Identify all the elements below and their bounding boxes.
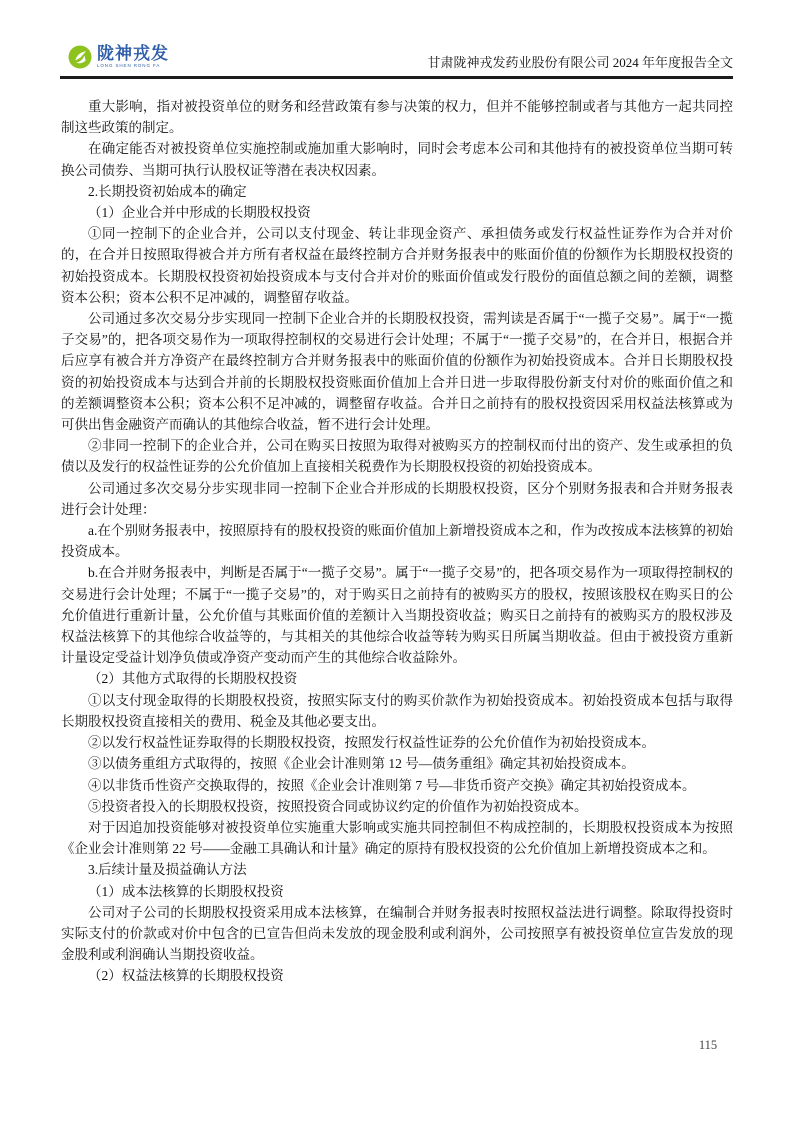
logo-name-en: LONG SHEN RONG FA	[97, 64, 161, 69]
paragraph: ②以发行权益性证券取得的长期股权投资，按照发行权益性证券的公允价值作为初始投资成本。	[88, 735, 655, 751]
logo-name-cn: 陇神戎发	[97, 44, 169, 63]
longshen-bird-icon	[68, 45, 92, 69]
paragraph: 公司通过多次交易分步实现非同一控制下企业合并形成的长期股权投资，区分个别财务报表和合并财务报表进行会计处理：	[61, 480, 733, 517]
paragraph: 对于因追加投资能够对被投资单位实施重大影响或实施共同控制但不构成控制的，长期股权投资成本为按照《企业会计准则第 22 号——金融工具确认和计量》确定的原持有股权投资的公允价值加上新增投资成本之和。	[61, 819, 733, 857]
section-heading: （1）企业合并中形成的长期股权投资	[88, 205, 311, 221]
paragraph: ⑤投资者投入的长期股权投资，按照投资合同或协议约定的价值作为初始投资成本。	[88, 798, 588, 814]
paragraph: 重大影响，指对被投资单位的财务和经营政策有参与决策的权力，但并不能够控制或者与其他方一起共同控制这些政策的制定。	[61, 99, 733, 136]
section-heading: 2.长期投资初始成本的确定	[88, 183, 247, 199]
company-logo	[68, 45, 181, 70]
paragraph: ③以债务重组方式取得的，按照《企业会计准则第 12 号—债务重组》确定其初始投资成本。	[88, 756, 635, 772]
section-heading: 3.后续计量及损益确认方法	[88, 862, 247, 878]
document-body	[61, 96, 733, 987]
section-heading: （1）成本法核算的长期股权投资	[88, 883, 284, 899]
paragraph: 公司对子公司的长期股权投资采用成本法核算，在编制合并财务报表时按照权益法进行调整。除取得投资时实际支付的价款或对价中包含的已宣告但尚未发放的现金股利或利润外，公司按照享有被投资单位宣告发放的现金股利或利润确认当期投资收益。	[61, 904, 733, 963]
section-heading: （2）权益法核算的长期股权投资	[88, 968, 284, 984]
paragraph: b.在合并财务报表中，判断是否属于“一揽子交易”。属于“一揽子交易”的，把各项交易作为一项取得控制权的交易进行会计处理；不属于“一揽子交易”的，对于购买日之前持有的被购买方的股权，按照该股权在购买日的公允价值进行重新计量，公允价值与其账面价值的差额计入当期投资收益；购买日之前持有的被购买方的股权涉及权益法核算下的其他综合收益等的，与其相关的其他综合收益等转为购买日所属当期收益。但由于被投资方重新计量设定受益计划净负债或净资产变动而产生的其他综合收益除外。	[61, 565, 733, 666]
page-header	[60, 0, 733, 78]
paragraph: 在确定能否对被投资单位实施控制或施加重大影响时，同时会考虑本公司和其他持有的被投资单位当期可转换公司债券、当期可执行认股权证等潜在表决权因素。	[61, 141, 733, 178]
paragraph: a.在个别财务报表中，按照原持有的股权投资的账面价值加上新增投资成本之和，作为改按成本法核算的初始投资成本。	[61, 523, 733, 560]
paragraph: 公司通过多次交易分步实现同一控制下企业合并的长期股权投资，需判读是否属于“一揽子交易”。属于“一揽子交易”的，把各项交易作为一项取得控制权的交易进行会计处理；不属于“一揽子交易”的，在合并日，根据合并后应享有被合并方净资产在最终控制方合并财务报表中的账面价值的份额作为初始投资成本。合并日长期股权投资的初始投资成本与达到合并前的长期股权投资账面价值加上合并日进一步取得股份新支付对价的账面价值之和的差额调整资本公积；资本公积不足冲减的，调整留存收益。合并日之前持有的股权投资因采用权益法核算或为可供出售金融资产而确认的其他综合收益，暂不进行会计处理。	[61, 311, 733, 433]
paragraph: ④以非货币性资产交换取得的，按照《企业会计准则第 7 号—非货币资产交换》确定其初始投资成本。	[88, 777, 696, 793]
report-title: 甘肃陇神戎发药业股份有限公司 2024 年年度报告全文	[427, 55, 733, 70]
header-divider	[60, 76, 733, 79]
paragraph: ①同一控制下的企业合并，公司以支付现金、转让非现金资产、承担债务或发行权益性证券作为合并对价的，在合并日按照取得被合并方所有者权益在最终控制方合并财务报表中的账面价值的份额作为长期股权投资的初始投资成本。长期股权投资初始投资成本与支付合并对价的账面价值或发行股份的面值总额之间的差额，调整资本公积；资本公积不足冲减的，调整留存收益。	[61, 226, 733, 305]
paragraph: ①以支付现金取得的长期股权投资，按照实际支付的购买价款作为初始投资成本。初始投资成本包括与取得长期股权投资直接相关的费用、税金及其他必要支出。	[61, 692, 733, 729]
page-number: 115	[698, 1038, 718, 1052]
paragraph: ②非同一控制下的企业合并，公司在购买日按照为取得对被购买方的控制权而付出的资产、发生或承担的负债以及发行的权益性证券的公允价值加上直接相关税费作为长期股权投资的初始投资成本。	[61, 438, 733, 475]
logo-text	[97, 45, 181, 70]
section-heading: （2）其他方式取得的长期股权投资	[88, 671, 298, 687]
